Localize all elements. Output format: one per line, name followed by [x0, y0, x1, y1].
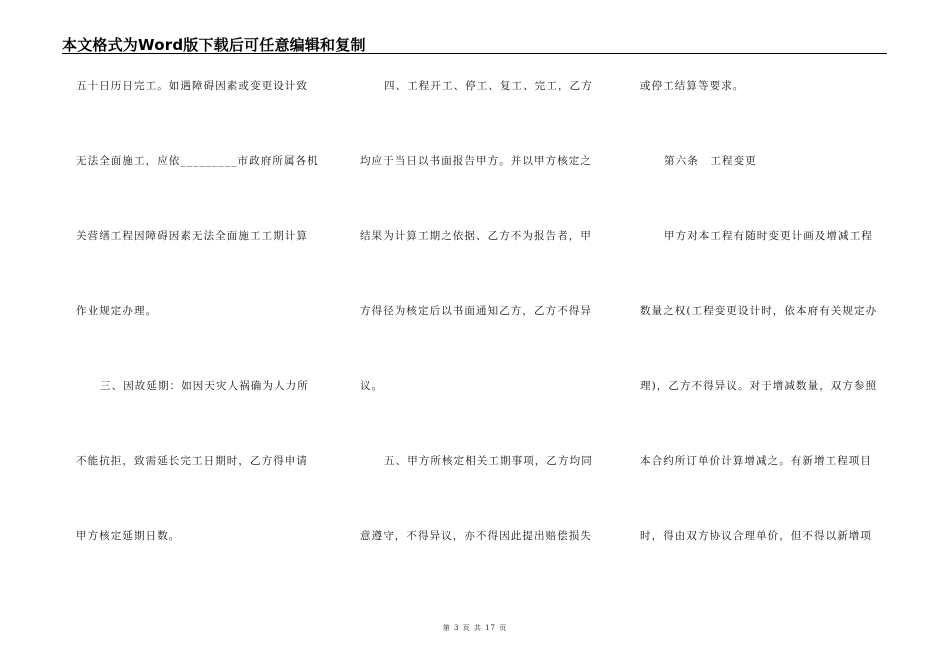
- text-line: 甲方对本工程有随时变更计画及增减工程: [664, 230, 873, 242]
- text-line: 不能抗拒，致需延长完工日期时，乙方得申请: [76, 455, 308, 467]
- article-heading: 第六条 工程变更: [664, 155, 757, 167]
- text-line: 三、因故延期：如因天灾人祸确为人力所: [100, 380, 309, 392]
- header-divider: [62, 53, 887, 54]
- text-line: 意遵守，不得异议，亦不得因此提出赔偿损失: [360, 530, 592, 542]
- text-line: 结果为计算工期之依据、乙方不为报告者，甲: [360, 230, 592, 242]
- text-line: 关营缮工程因障碍因素无法全面施工工期计算: [76, 230, 308, 242]
- text-line: 或停工结算等要求。: [640, 80, 745, 92]
- text-line: 方得径为核定后以书面通知乙方，乙方不得异: [360, 305, 592, 317]
- text-line: 甲方核定延期日数。: [76, 530, 181, 542]
- text-line: 五十日历日完工。如遇障碍因素或变更设计致: [76, 80, 308, 92]
- text-line: 五、甲方所核定相关工期事项，乙方均同: [384, 455, 593, 467]
- text-line: 均应于当日以书面报告甲方。并以甲方核定之: [360, 155, 592, 167]
- text-line: 时，得由双方协议合理单价，但不得以新增项: [640, 530, 872, 542]
- document-header-title: 本文格式为Word版下载后可任意编辑和复制: [62, 36, 366, 54]
- page-number: 第 3 页 共 17 页: [442, 624, 508, 632]
- text-line: 本合约所订单价计算增减之。有新增工程项目: [640, 455, 872, 467]
- text-line: 议。: [360, 380, 384, 392]
- text-line: 四、工程开工、停工、复工、完工，乙方: [384, 80, 593, 92]
- text-line: 作业规定办理。: [76, 305, 158, 317]
- text-line: 无法全面施工，应依_________市政府所属各机: [76, 155, 319, 167]
- text-line: 数量之权(工程变更设计时，依本府有关规定办: [640, 305, 878, 317]
- text-line: 理)，乙方不得异议。对于增减数量，双方参照: [640, 380, 878, 392]
